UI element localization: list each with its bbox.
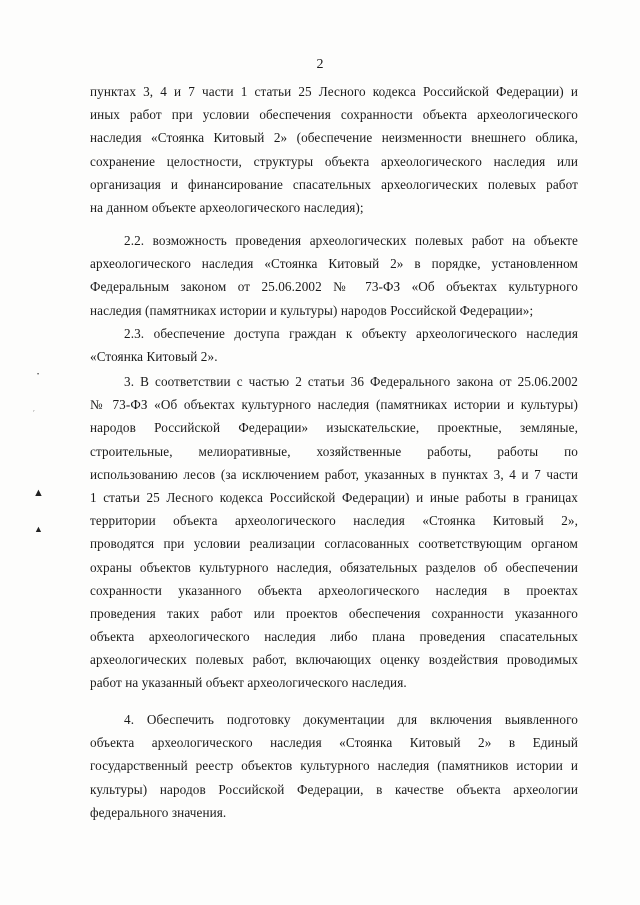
text-line: на данном объекте археологического наследия);	[90, 199, 364, 215]
paragraph-item-3	[90, 370, 578, 695]
text-line: народов Российской Федерации» изыскательские, проектные, земляные,	[90, 420, 578, 436]
text-line: сохранности указанного объекта археологического наследия в проектах	[90, 582, 578, 598]
text-line: организация и финансирование спасательных археологических полевых работ	[90, 176, 578, 192]
text-line: 4. Обеспечить подготовку документации для включения выявленного	[124, 712, 578, 727]
text-line: использованию лесов (за исключением работ, указанных в пунктах 3, 4 и 7 части	[90, 466, 578, 482]
text-line: объекта археологического наследия либо плана проведения спасательных	[90, 629, 578, 645]
text-line: наследия (памятниках истории и культуры) народов Российской Федерации»;	[90, 302, 534, 318]
page-number: 2	[316, 57, 324, 72]
text-line: проводятся при условии реализации согласованных соответствующим органом	[90, 536, 578, 552]
text-line: 3. В соответствии с частью 2 статьи 36 Федерального закона от 25.06.2002	[124, 374, 578, 389]
text-line: Федеральным законом от 25.06.2002 № 73-ФЗ «Об объектах культурного	[90, 279, 578, 295]
text-line: охраны объектов культурного наследия, обязательных разделов об обеспечении	[90, 559, 578, 575]
text-line: объекта археологического наследия «Стоянка Китовый 2» в Единый	[90, 735, 578, 751]
text-line: работ на указанный объект археологического наследия.	[90, 675, 407, 691]
paragraph-continuation	[90, 80, 578, 219]
text-line: государственный реестр объектов культурного наследия (памятников истории и	[90, 758, 578, 774]
text-line: культуры) народов Российской Федерации, в качестве объекта археологии	[90, 781, 578, 797]
text-line: проведения таких работ или проектов обеспечения сохранности указанного	[90, 605, 578, 621]
paragraph-item-4	[90, 708, 578, 824]
text-line: археологических полевых работ, включающих оценку воздействия проводимых	[90, 652, 578, 668]
text-line: 2.2. возможность проведения археологических полевых работ на объекте	[124, 233, 578, 248]
text-line: сохранение целостности, структуры объекта археологического наследия или	[90, 153, 578, 169]
text-line: пунктах 3, 4 и 7 части 1 статьи 25 Лесного кодекса Российской Федерации) и	[90, 84, 578, 99]
paragraph-item-2-3	[90, 322, 578, 368]
text-line: археологического наследия «Стоянка Китовый 2» в порядке, установленном	[90, 256, 578, 272]
text-line: 2.3. обеспечение доступа граждан к объекту археологического наследия	[124, 326, 578, 341]
text-line: 1 статьи 25 Лесного кодекса Российской Федерации) и иные работы в границах	[90, 489, 578, 505]
text-line: территории объекта археологического наследия «Стоянка Китовый 2»,	[90, 513, 578, 529]
scan-artifact-dot: ׳	[33, 408, 35, 416]
text-line: федерального значения.	[90, 804, 227, 820]
scan-artifact-dot: ▲	[34, 524, 43, 534]
paragraph-item-2-2	[90, 229, 578, 322]
text-line: строительные, мелиоративные, хозяйственные работы, работы по	[90, 443, 578, 459]
text-line: наследия «Стоянка Китовый 2» (обеспечение неизменности внешнего облика,	[90, 130, 578, 146]
scan-artifact-dot: •	[37, 372, 40, 378]
text-line: иных работ при условии обеспечения сохранности объекта археологического	[90, 107, 578, 123]
scan-artifact-dot: ▲	[33, 487, 44, 499]
text-line: № 73-ФЗ «Об объектах культурного наследия (памятниках истории и культуры)	[90, 397, 578, 413]
text-line: «Стоянка Китовый 2».	[90, 349, 218, 365]
